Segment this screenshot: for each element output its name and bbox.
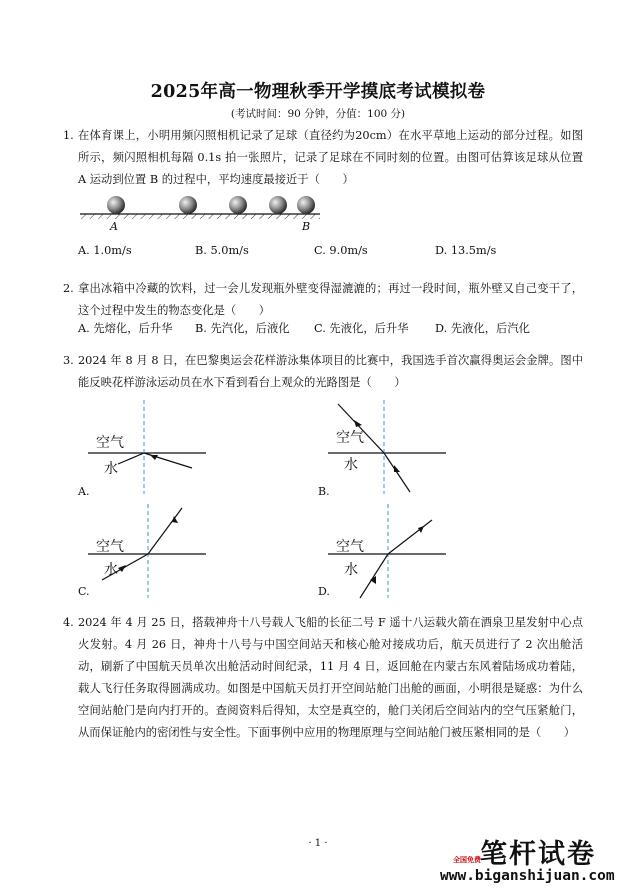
ball xyxy=(229,196,247,214)
air-label: 空气 xyxy=(96,435,124,451)
ball xyxy=(297,196,315,214)
refracted-ray xyxy=(384,453,410,492)
incident-ray xyxy=(118,453,144,464)
refracted-ray xyxy=(148,508,182,554)
question-3 xyxy=(63,350,583,394)
position-b-label: B xyxy=(302,220,311,233)
option-c[interactable]: C. 先液化，后升华 xyxy=(314,322,409,335)
question-1 xyxy=(63,125,583,191)
water-label: 水 xyxy=(344,562,358,578)
ball xyxy=(179,196,197,214)
air-label: 空气 xyxy=(96,539,124,555)
watermark-url: www.biganshijuan.com xyxy=(440,868,615,884)
watermark-brand: 笔杆试卷 xyxy=(480,839,596,870)
question-number: 2. xyxy=(63,282,74,295)
page-number: · 1 · xyxy=(308,838,328,849)
arrow-icon xyxy=(354,420,362,427)
ground-hatch xyxy=(80,214,320,219)
question-stem: 在体育课上，小明用频闪照相机记录了足球（直径约为20cm）在水平草地上运动的部分过程。如图所示，频闪照相机每隔 0.1s 拍一张照片，记录了足球在不同时刻的位置。由图可估算该足球从位置 A 运动到位置 B 的过程中，平均速度最接近于（ ） xyxy=(78,129,583,186)
question-stem: 2024 年 8 月 8 日，在巴黎奥运会花样游泳集体项目的比赛中，我国选手首次赢得奥运会金牌。图中能反映花样游泳运动员在水下看到看台上观众的光路图是（ ） xyxy=(78,354,583,389)
diagram-a-label[interactable]: A. xyxy=(78,485,90,498)
diagram-d-label[interactable]: D. xyxy=(318,585,330,598)
refracted-ray xyxy=(388,520,432,554)
option-a[interactable]: A. 1.0m/s xyxy=(78,244,132,257)
option-d[interactable]: D. 13.5m/s xyxy=(435,244,497,257)
question-2 xyxy=(63,278,583,322)
water-label: 水 xyxy=(104,461,118,477)
ball xyxy=(269,196,287,214)
page-title: 2025年高一物理秋季开学摸底考试模拟卷 xyxy=(150,82,486,102)
question-stem: 2024 年 4 月 25 日，搭载神舟十八号载人飞船的长征二号 F 遥十八运载火箭在酒泉卫星发射中心点火发射。4 月 26 日，神舟十八号与中国空间站天和核心舱对接成功后，航天员进行了 2 次出舱活动，刷新了中国航天员单次出舱活动时间纪录，11 月 4 日，返回舱在内蒙古东风着陆场成功着陆，载人飞行任务取得圆满成功。如图是中国航天员打开空间站舱门出舱的画面，小明很是疑惑：为什么空间站舱门是向内打开的。查阅资料后得知，太空是真空的，舱门关闭后空间站内的空气压紧舱门，从而保证舱内的密闭性与安全性。下面事例中应用的物理原理与空间站舱门被压紧相同的是（ ） xyxy=(78,616,583,739)
diagram-b-label[interactable]: B. xyxy=(318,485,330,498)
diagram-c-label[interactable]: C. xyxy=(78,585,90,598)
question-number: 3. xyxy=(63,354,74,367)
question-4 xyxy=(63,612,583,744)
air-label: 空气 xyxy=(336,430,364,446)
exam-info: (考试时间：90 分钟，分值：100 分) xyxy=(230,108,406,120)
option-c[interactable]: C. 9.0m/s xyxy=(314,244,368,257)
option-b[interactable]: B. 5.0m/s xyxy=(195,244,249,257)
ball xyxy=(107,196,125,214)
light-path-diagram-b xyxy=(318,398,458,498)
question-2-options xyxy=(78,320,598,342)
option-b[interactable]: B. 先汽化，后液化 xyxy=(195,322,290,335)
watermark-tag: 全国免费 xyxy=(453,856,481,864)
arrow-icon xyxy=(394,465,400,472)
question-number: 4. xyxy=(63,616,74,629)
question-number: 1. xyxy=(63,129,74,142)
question-1-options xyxy=(78,244,598,266)
air-label: 空气 xyxy=(336,539,364,555)
incident-ray xyxy=(360,554,388,598)
option-d[interactable]: D. 先液化，后汽化 xyxy=(435,322,530,335)
option-a[interactable]: A. 先熔化，后升华 xyxy=(78,322,173,335)
water-label: 水 xyxy=(104,562,118,578)
water-label: 水 xyxy=(344,457,358,473)
position-a-label: A xyxy=(110,220,118,233)
question-stem: 拿出冰箱中冷藏的饮料，过一会儿发现瓶外壁变得湿漉漉的；再过一段时间，瓶外壁又自己变干了，这个过程中发生的物态变化是（ ） xyxy=(78,282,583,317)
